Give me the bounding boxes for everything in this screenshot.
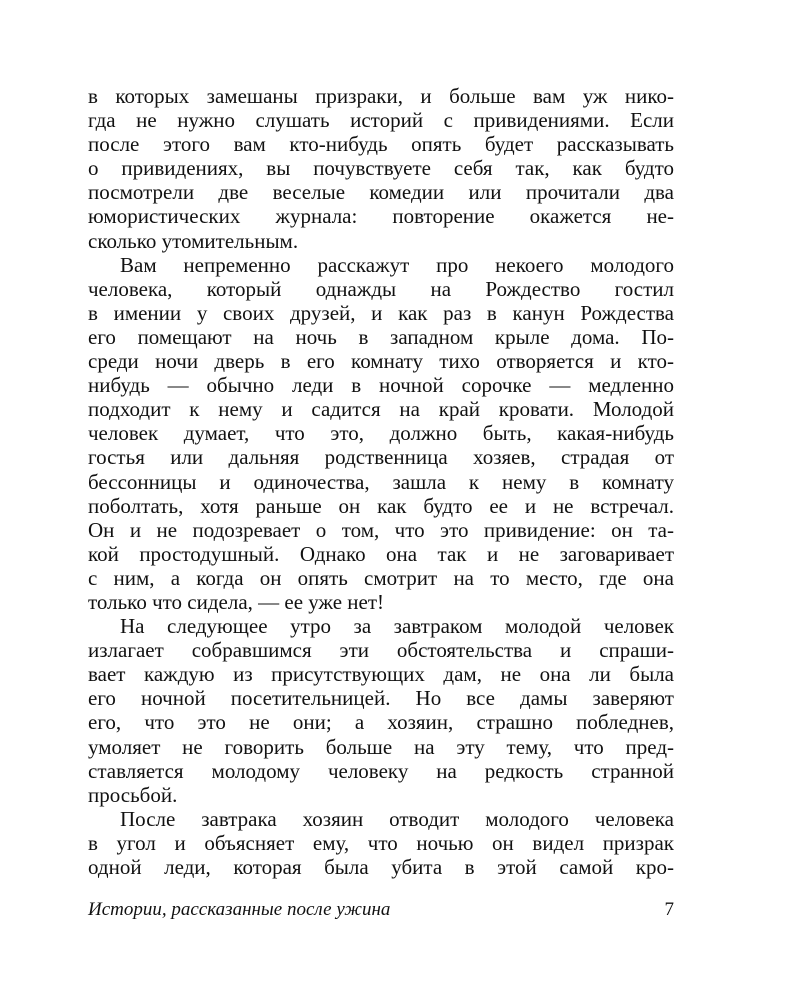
text-line: человек думает, что это, должно быть, какая-нибудь [88, 421, 674, 446]
text-line: посмотрели две веселые комедии или прочитали два [88, 180, 674, 205]
text-line: нибудь — обычно леди в ночной сорочке — медленно [88, 373, 674, 398]
text-line: среди ночи дверь в его комнату тихо отворяется и кто- [88, 349, 674, 374]
text-line: После завтрака хозяин отводит молодого человека [120, 806, 674, 831]
text-line: его, что это не они; а хозяин, страшно побледнев, [88, 710, 674, 735]
text-line: поболтать, хотя раньше он как будто ее и не встречал. [88, 493, 674, 518]
text-line: в которых замешаны призраки, и больше вам уж нико- [88, 84, 674, 108]
page-footer [88, 896, 674, 924]
text-line: просьбой. [88, 782, 178, 807]
text-line: о привидениях, вы почувствуете себя так, как будто [88, 156, 674, 181]
text-line: гда не нужно слушать историй с привидениями. Если [88, 108, 674, 133]
text-line: вает каждую из присутствующих дам, не она ли была [88, 662, 674, 687]
text-line: с ним, а когда он опять смотрит на то место, где она [88, 565, 674, 590]
text-line: сколько утомительным. [88, 228, 299, 253]
text-line: излагает собравшимся эти обстоятельства и спраши- [88, 638, 674, 663]
text-line: Он и не подозревает о том, что это привидение: он та- [88, 517, 674, 542]
text-line: На следующее утро за завтраком молодой человек [120, 614, 674, 639]
text-line: его помещают на ночь в западном крыле дома. По- [88, 324, 674, 349]
text-line: юмористических журнала: повторение окажется не- [88, 204, 674, 229]
text-line: его ночной посетительницей. Но все дамы заверяют [88, 686, 674, 711]
text-line: кой простодушный. Однако она так и не заговаривает [88, 541, 674, 566]
text-line: после этого вам кто-нибудь опять будет рассказывать [88, 132, 674, 157]
running-title: Истории, рассказанные после ужина [88, 899, 391, 920]
text-line: человека, который однажды на Рождество гостил [88, 276, 674, 301]
text-line: в угол и объясняет ему, что ночью он видел призрак [88, 830, 674, 855]
text-line: умоляет не говорить больше на эту тему, что пред- [88, 734, 674, 759]
page-number: 7 [664, 899, 674, 920]
page-body [88, 84, 674, 879]
text-line: в имении у своих друзей, и как раз в канун Рождества [88, 300, 674, 325]
text-line: Вам непременно расскажут про некоего молодого [120, 252, 674, 277]
text-line: ставляется молодому человеку на редкость странной [88, 758, 674, 783]
text-line: подходит к нему и садится на край кровати. Молодой [88, 397, 674, 422]
text-line: бессонницы и одиночества, зашла к нему в комнату [88, 469, 674, 494]
text-line: одной леди, которая была убита в этой самой кро- [88, 855, 674, 879]
text-line: только что сидела, — ее уже нет! [88, 589, 385, 614]
text-line: гостья или дальняя родственница хозяев, страдая от [88, 445, 674, 470]
